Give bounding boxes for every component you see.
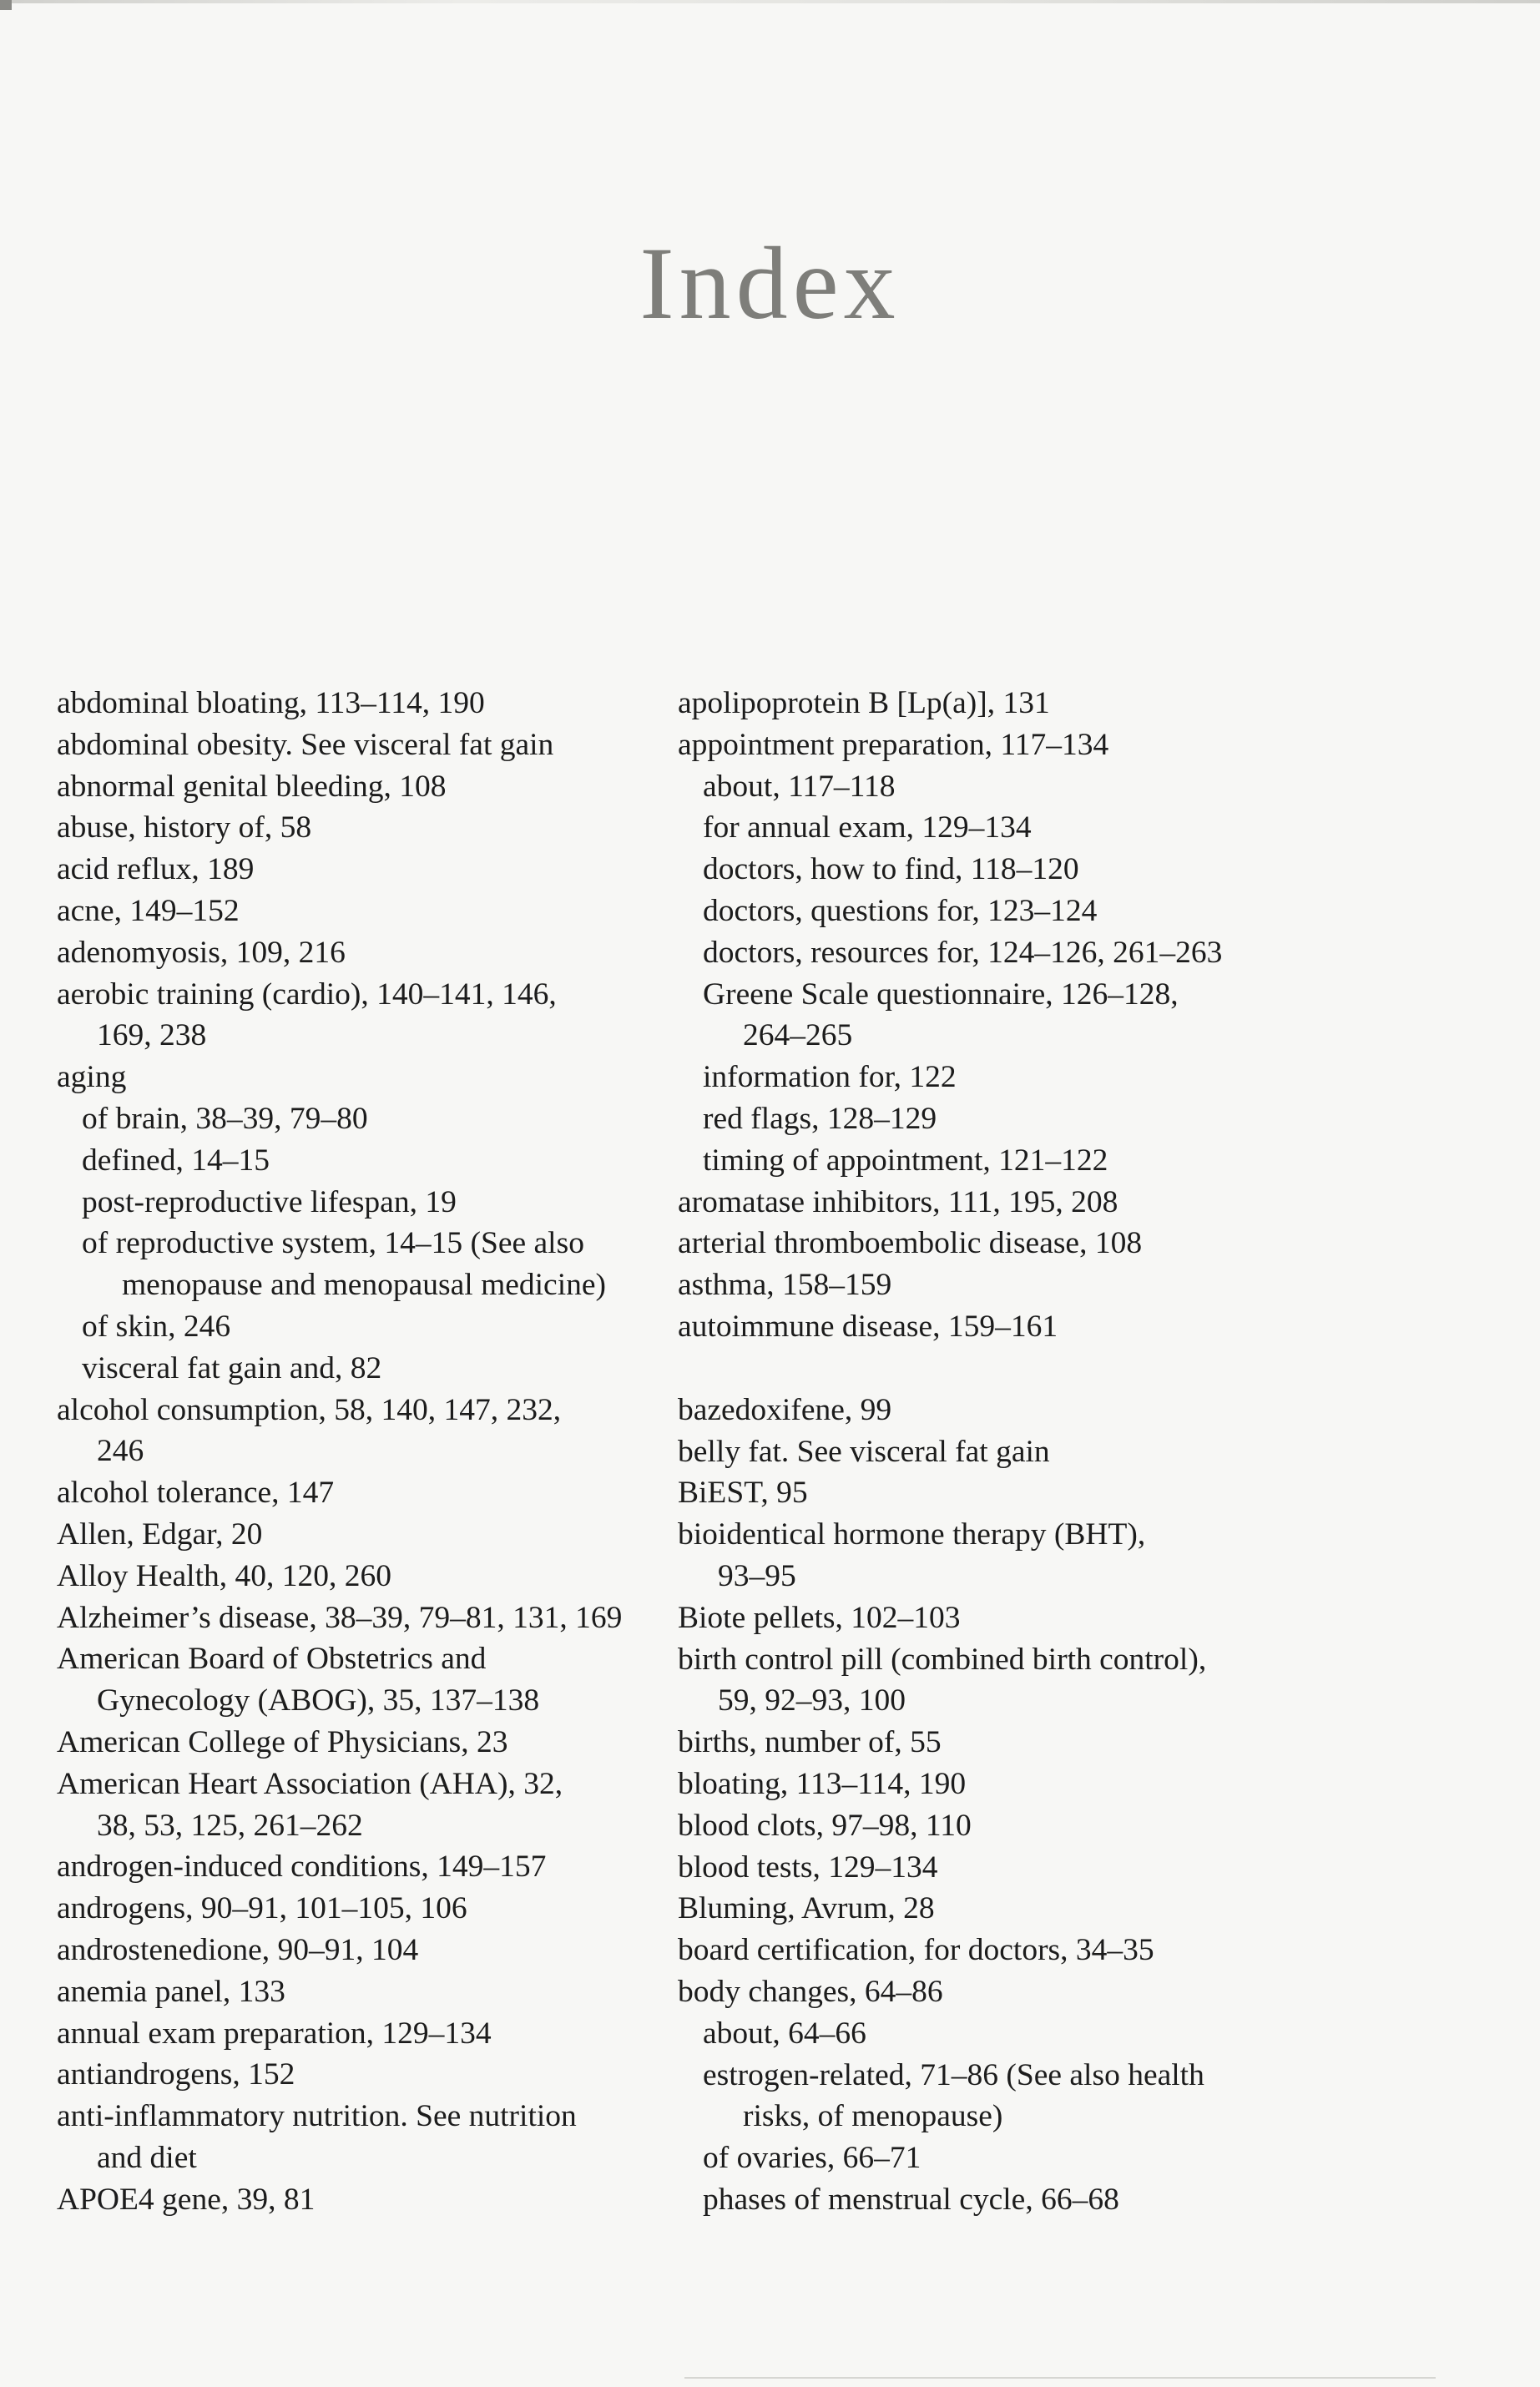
index-subentry bbox=[678, 932, 1329, 974]
index-entry bbox=[57, 1722, 708, 1764]
index-entry-line: risks, of menopause) bbox=[743, 2099, 1003, 2134]
index-entry bbox=[57, 807, 708, 849]
index-entry bbox=[57, 891, 708, 932]
index-entry-line: body changes, 64–86 bbox=[678, 1974, 943, 2009]
index-entry-line: annual exam preparation, 129–134 bbox=[57, 2016, 492, 2051]
index-entry-line: about, 117–118 bbox=[703, 769, 896, 804]
index-entry-line: of ovaries, 66–71 bbox=[703, 2141, 921, 2176]
index-entry bbox=[678, 724, 1329, 766]
letter-group-gap bbox=[678, 1348, 1329, 1390]
index-entry-line: bazedoxifene, 99 bbox=[678, 1392, 892, 1427]
index-entry-line: adenomyosis, 109, 216 bbox=[57, 935, 346, 970]
index-subentry bbox=[57, 1098, 708, 1140]
index-entry-line: aromatase inhibitors, 111, 195, 208 bbox=[678, 1184, 1118, 1219]
index-subentry bbox=[678, 1057, 1329, 1098]
index-entry-line: timing of appointment, 121–122 bbox=[703, 1143, 1108, 1178]
index-entry bbox=[678, 1514, 1329, 1597]
index-entry-line: 169, 238 bbox=[97, 1018, 207, 1053]
index-entry bbox=[57, 1930, 708, 1971]
index-entry-line: menopause and menopausal medicine) bbox=[122, 1268, 607, 1303]
index-entry-line: autoimmune disease, 159–161 bbox=[678, 1309, 1058, 1344]
index-entry-line: for annual exam, 129–134 bbox=[703, 810, 1032, 845]
index-entry-line: 93–95 bbox=[718, 1558, 796, 1593]
index-entry-line: APOE4 gene, 39, 81 bbox=[57, 2182, 316, 2217]
index-entry-line: Biote pellets, 102–103 bbox=[678, 1600, 961, 1635]
index-entry-line: estrogen-related, 71–86 (See also health bbox=[703, 2057, 1204, 2092]
index-entry-line: post-reproductive lifespan, 19 bbox=[82, 1184, 457, 1219]
index-entry bbox=[678, 1971, 1329, 2013]
page-bottom-edge bbox=[684, 2377, 1436, 2379]
index-entry-line: Allen, Edgar, 20 bbox=[57, 1516, 263, 1552]
index-entry-line: 59, 92–93, 100 bbox=[718, 1683, 906, 1718]
index-entry bbox=[57, 2096, 708, 2179]
index-entry-line: anemia panel, 133 bbox=[57, 1974, 285, 2009]
index-entry-line: androstenedione, 90–91, 104 bbox=[57, 1932, 419, 1967]
index-entry bbox=[57, 724, 708, 766]
index-entry bbox=[678, 1597, 1329, 1639]
index-entry bbox=[678, 1264, 1329, 1306]
index-entry bbox=[57, 2179, 708, 2221]
index-entry bbox=[678, 1390, 1329, 1431]
scan-corner-mark bbox=[0, 0, 12, 10]
index-subentry bbox=[57, 1348, 708, 1390]
index-column-left bbox=[57, 683, 708, 2220]
index-subentry bbox=[678, 974, 1329, 1057]
index-entry bbox=[57, 2054, 708, 2096]
index-entry-line: Bluming, Avrum, 28 bbox=[678, 1891, 935, 1926]
index-entry-line: doctors, questions for, 123–124 bbox=[703, 893, 1098, 928]
index-entry-line: arterial thromboembolic disease, 108 bbox=[678, 1226, 1143, 1261]
index-entry-line: acid reflux, 189 bbox=[57, 852, 255, 887]
index-entry bbox=[678, 1930, 1329, 1971]
index-entry-line: belly fat. See visceral fat gain bbox=[678, 1434, 1050, 1469]
index-entry bbox=[57, 1514, 708, 1556]
index-entry-line: and diet bbox=[97, 2140, 197, 2175]
index-subentry bbox=[57, 1223, 708, 1306]
index-entry bbox=[678, 1182, 1329, 1224]
index-subentry bbox=[678, 2055, 1329, 2138]
index-entry-line: BiEST, 95 bbox=[678, 1476, 808, 1511]
index-entry bbox=[678, 1722, 1329, 1764]
index-entry-line: antiandrogens, 152 bbox=[57, 2057, 295, 2092]
index-entry bbox=[57, 1888, 708, 1930]
index-entry bbox=[57, 1846, 708, 1888]
index-subentry bbox=[678, 2013, 1329, 2055]
index-entry bbox=[678, 683, 1329, 724]
index-entry-line: phases of menstrual cycle, 66–68 bbox=[703, 2182, 1119, 2217]
index-entry-line: abnormal genital bleeding, 108 bbox=[57, 769, 447, 804]
index-entry bbox=[678, 1306, 1329, 1348]
index-subentry bbox=[57, 1140, 708, 1182]
index-entry bbox=[678, 1431, 1329, 1473]
page-top-edge bbox=[0, 0, 1540, 3]
index-entry bbox=[57, 1472, 708, 1514]
index-entry-line: bloating, 113–114, 190 bbox=[678, 1766, 967, 1801]
index-entry bbox=[57, 683, 708, 724]
index-entry bbox=[678, 1472, 1329, 1514]
index-subentry bbox=[678, 2137, 1329, 2179]
index-entry bbox=[57, 1597, 708, 1639]
index-subentry bbox=[678, 807, 1329, 849]
index-entry-line: Alloy Health, 40, 120, 260 bbox=[57, 1558, 392, 1593]
index-entry bbox=[57, 1390, 708, 1473]
index-entry-line: defined, 14–15 bbox=[82, 1143, 270, 1178]
index-entry-line: American Board of Obstetrics and bbox=[57, 1642, 487, 1677]
index-entry-line: abdominal obesity. See visceral fat gain bbox=[57, 727, 554, 762]
index-entry-line: Alzheimer’s disease, 38–39, 79–81, 131, 169 bbox=[57, 1600, 623, 1635]
index-entry-line: of skin, 246 bbox=[82, 1309, 231, 1344]
index-entry-line: doctors, how to find, 118–120 bbox=[703, 852, 1079, 887]
index-entry bbox=[57, 974, 708, 1057]
index-entry-line: red flags, 128–129 bbox=[703, 1101, 937, 1136]
index-entry bbox=[678, 1805, 1329, 1847]
index-entry-line: of reproductive system, 14–15 (See also bbox=[82, 1226, 584, 1261]
index-entry bbox=[57, 766, 708, 808]
index-entry-line: apolipoprotein B [Lp(a)], 131 bbox=[678, 686, 1050, 720]
index-entry-line: board certification, for doctors, 34–35 bbox=[678, 1933, 1154, 1968]
index-entry bbox=[678, 1223, 1329, 1264]
index-entry bbox=[678, 1847, 1329, 1889]
index-entry bbox=[57, 1556, 708, 1597]
index-subentry bbox=[678, 766, 1329, 808]
index-entry bbox=[57, 932, 708, 974]
index-entry-line: birth control pill (combined birth control), bbox=[678, 1642, 1207, 1677]
index-entry-line: acne, 149–152 bbox=[57, 893, 240, 928]
index-entry-line: American College of Physicians, 23 bbox=[57, 1724, 508, 1759]
index-entry-line: aerobic training (cardio), 140–141, 146, bbox=[57, 976, 557, 1012]
index-subentry bbox=[678, 1098, 1329, 1140]
page-title: Index bbox=[639, 226, 901, 341]
index-subentry bbox=[678, 849, 1329, 891]
index-entry-line: androgen-induced conditions, 149–157 bbox=[57, 1850, 547, 1885]
index-entry bbox=[678, 1764, 1329, 1805]
index-entry-line: androgens, 90–91, 101–105, 106 bbox=[57, 1891, 467, 1926]
index-entry-line: American Heart Association (AHA), 32, bbox=[57, 1766, 563, 1801]
index-entry bbox=[57, 1764, 708, 1847]
index-entry-line: of brain, 38–39, 79–80 bbox=[82, 1101, 368, 1136]
index-column-right bbox=[678, 683, 1329, 2221]
index-entry-line: anti-inflammatory nutrition. See nutrition bbox=[57, 2099, 577, 2134]
index-entry bbox=[678, 1639, 1329, 1723]
index-subentry bbox=[678, 891, 1329, 932]
index-entry-line: doctors, resources for, 124–126, 261–263 bbox=[703, 935, 1223, 970]
index-entry-line: 38, 53, 125, 261–262 bbox=[97, 1808, 363, 1843]
index-entry-line: abuse, history of, 58 bbox=[57, 810, 312, 845]
index-entry bbox=[57, 1638, 708, 1722]
index-subentry bbox=[678, 1140, 1329, 1182]
index-entry bbox=[678, 1888, 1329, 1930]
index-entry-line: blood tests, 129–134 bbox=[678, 1850, 938, 1885]
index-entry bbox=[57, 2013, 708, 2055]
index-subentry bbox=[57, 1306, 708, 1348]
index-subentry bbox=[678, 2179, 1329, 2221]
index-subentry bbox=[57, 1182, 708, 1224]
index-entry-line: asthma, 158–159 bbox=[678, 1268, 892, 1303]
index-entry-line: 246 bbox=[97, 1434, 144, 1469]
index-entry-line: alcohol consumption, 58, 140, 147, 232, bbox=[57, 1392, 562, 1427]
index-entry-line: abdominal bloating, 113–114, 190 bbox=[57, 686, 485, 720]
index-entry-line: visceral fat gain and, 82 bbox=[82, 1350, 382, 1385]
index-entry-line: appointment preparation, 117–134 bbox=[678, 727, 1109, 762]
index-entry bbox=[57, 849, 708, 891]
index-entry-line: blood clots, 97–98, 110 bbox=[678, 1808, 972, 1843]
index-entry-line: births, number of, 55 bbox=[678, 1725, 942, 1760]
index-entry-line: information for, 122 bbox=[703, 1060, 957, 1095]
index-entry bbox=[57, 1057, 708, 1098]
index-entry-line: Greene Scale questionnaire, 126–128, bbox=[703, 976, 1179, 1012]
index-entry bbox=[57, 1971, 708, 2013]
index-entry-line: about, 64–66 bbox=[703, 2016, 866, 2051]
index-entry-line: Gynecology (ABOG), 35, 137–138 bbox=[97, 1683, 540, 1718]
index-entry-line: aging bbox=[57, 1060, 127, 1095]
index-entry-line: 264–265 bbox=[743, 1018, 853, 1053]
index-entry-line: alcohol tolerance, 147 bbox=[57, 1476, 335, 1511]
index-entry-line: bioidentical hormone therapy (BHT), bbox=[678, 1517, 1146, 1552]
